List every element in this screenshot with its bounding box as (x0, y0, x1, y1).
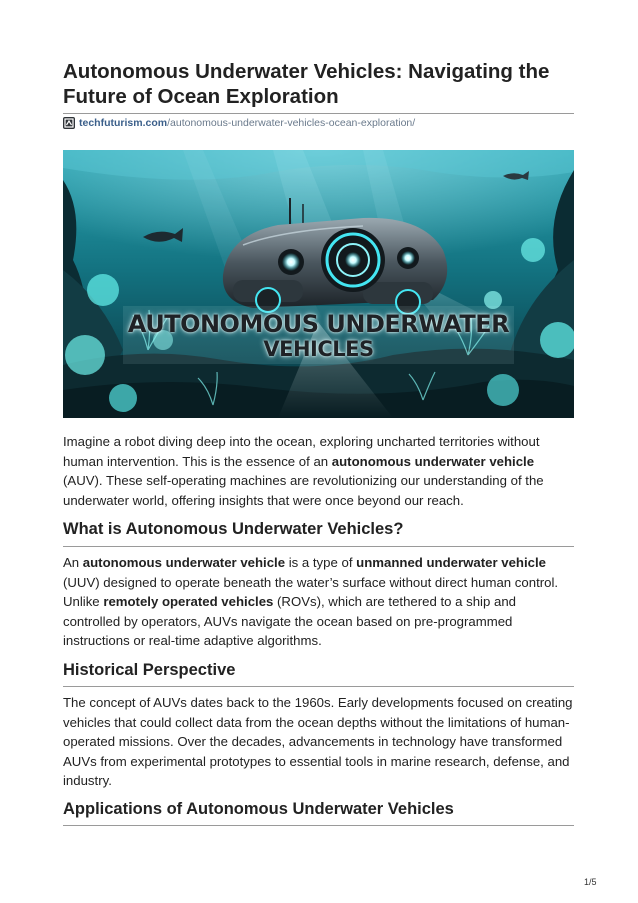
what-is-text-1: An (63, 555, 83, 570)
article-title (63, 59, 574, 109)
section-divider-2 (63, 686, 574, 687)
title-line-1: Autonomous Underwater Vehicles: Navigating the (63, 60, 550, 83)
what-is-bold-rov: remotely operated vehicles (103, 594, 274, 610)
hero-overlay-line-1: AUTONOMOUS UNDERWATER (127, 310, 510, 338)
site-favicon-icon (63, 117, 75, 129)
intro-text-1: Imagine a robot diving deep into the ocean, exploring uncharted territories without human intervention. This is the essence of an (63, 434, 540, 469)
what-is-text-3: (UUV) designed to operate beneath the water’s surface without direct human control. Unlike (63, 574, 559, 610)
section-heading-what-is: What is Autonomous Underwater Vehicles? (63, 520, 404, 538)
section-heading-applications: Applications of Autonomous Underwater Vehicles (63, 800, 454, 818)
what-is-paragraph (63, 553, 574, 651)
what-is-bold-auv: autonomous underwater vehicle (82, 555, 286, 570)
title-divider (63, 113, 574, 114)
intro-paragraph (63, 432, 574, 510)
section-heading-history: Historical Perspective (63, 661, 236, 679)
page-number: 1/5 (584, 877, 597, 887)
underwater-scene-illustration (63, 150, 574, 418)
what-is-text-2: is a type of (285, 555, 357, 570)
source-link[interactable] (63, 117, 415, 129)
what-is-bold-uuv: unmanned underwater vehicle (356, 555, 546, 570)
intro-text-2: (AUV). These self-operating machines are revolutionizing our understanding of the underwater world, offering insights that were once beyond our reach. (63, 473, 544, 508)
section-divider-1 (63, 546, 574, 547)
hero-overlay-line-2: VEHICLES (263, 337, 374, 361)
history-paragraph: The concept of AUVs dates back to the 1960s. Early developments focused on creating vehicles that could collect data from the ocean depths without the limitations of human-operated missions. Over the decades, advancements in technology have transformed AUVs from experimental prototypes to essential tools in marine research, defense, and industry. (63, 695, 573, 789)
what-is-text-4: (ROVs), which are tethered to a ship and controlled by operators, AUVs navigate the ocean based on pre-programmed instructions or real-time adaptive algorithms. (63, 594, 516, 649)
intro-bold-term: autonomous underwater vehicle (331, 453, 535, 469)
title-line-2: Future of Ocean Exploration (63, 85, 339, 108)
hero-image (63, 150, 574, 418)
section-divider-3 (63, 825, 574, 826)
source-domain[interactable]: techfuturism.com (79, 117, 168, 129)
source-path[interactable]: /autonomous-underwater-vehicles-ocean-exploration/ (167, 117, 416, 129)
